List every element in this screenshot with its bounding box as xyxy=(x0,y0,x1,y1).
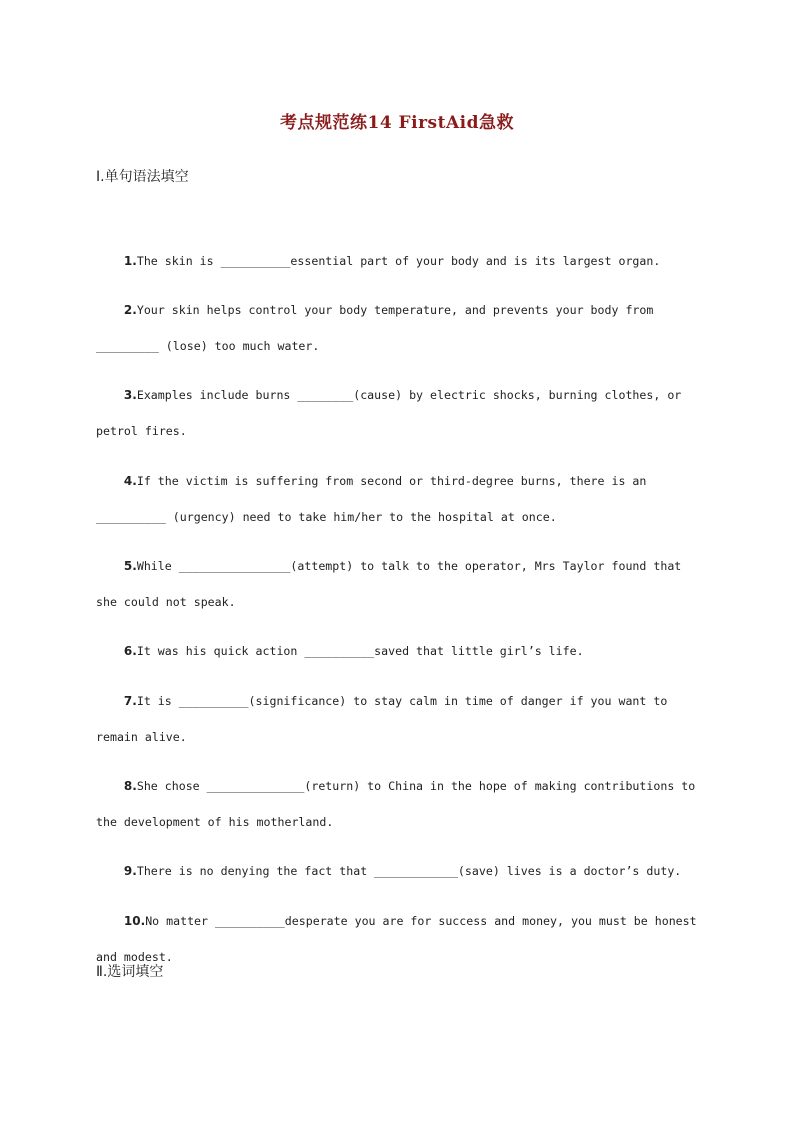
question-number: 9. xyxy=(123,864,137,878)
question-number: 8. xyxy=(123,779,137,793)
question-text: No matter __________desperate you are for success and money, you must be honest and modest. xyxy=(96,914,704,964)
question-text: It was his quick action __________saved that little girl’s life. xyxy=(136,644,584,658)
question-text: She chose ______________(return) to China in the hope of making contributions to the development of his motherland. xyxy=(96,779,703,829)
question-text: Your skin helps control your body temperature, and prevents your body from _________ (lose) too much water. xyxy=(96,303,661,353)
page-title: 考点规范练14 FirstAid急救 xyxy=(279,113,515,133)
question-text: While ________________(attempt) to talk to the operator, Mrs Taylor found that she could not speak. xyxy=(96,559,689,609)
question-number: 2. xyxy=(123,303,137,317)
question-text: It is __________(significance) to stay calm in time of danger if you want to remain alive. xyxy=(96,694,675,744)
section-heading-word-choice: Ⅱ.选词填空 xyxy=(96,964,164,980)
question-number: 10. xyxy=(123,914,146,928)
question-number: 1. xyxy=(123,254,137,268)
question-number: 5. xyxy=(123,559,137,573)
question-number: 6. xyxy=(123,644,137,658)
question-text: There is no denying the fact that ____________(save) lives is a doctor’s duty. xyxy=(136,864,682,878)
question-number: 3. xyxy=(123,388,137,402)
question-text: The skin is __________essential part of your body and is its largest organ. xyxy=(136,254,661,268)
question-text: Examples include burns ________(cause) by electric shocks, burning clothes, or petrol fires. xyxy=(96,388,689,438)
question-number: 7. xyxy=(123,694,137,708)
question-number: 4. xyxy=(123,474,137,488)
question-item xyxy=(96,867,704,1011)
question-text: If the victim is suffering from second or third-degree burns, there is an __________ (urgency) need to take him/her to the hospital at once. xyxy=(96,474,654,524)
section-heading-grammar-fill: Ⅰ.单句语法填空 xyxy=(96,169,189,185)
